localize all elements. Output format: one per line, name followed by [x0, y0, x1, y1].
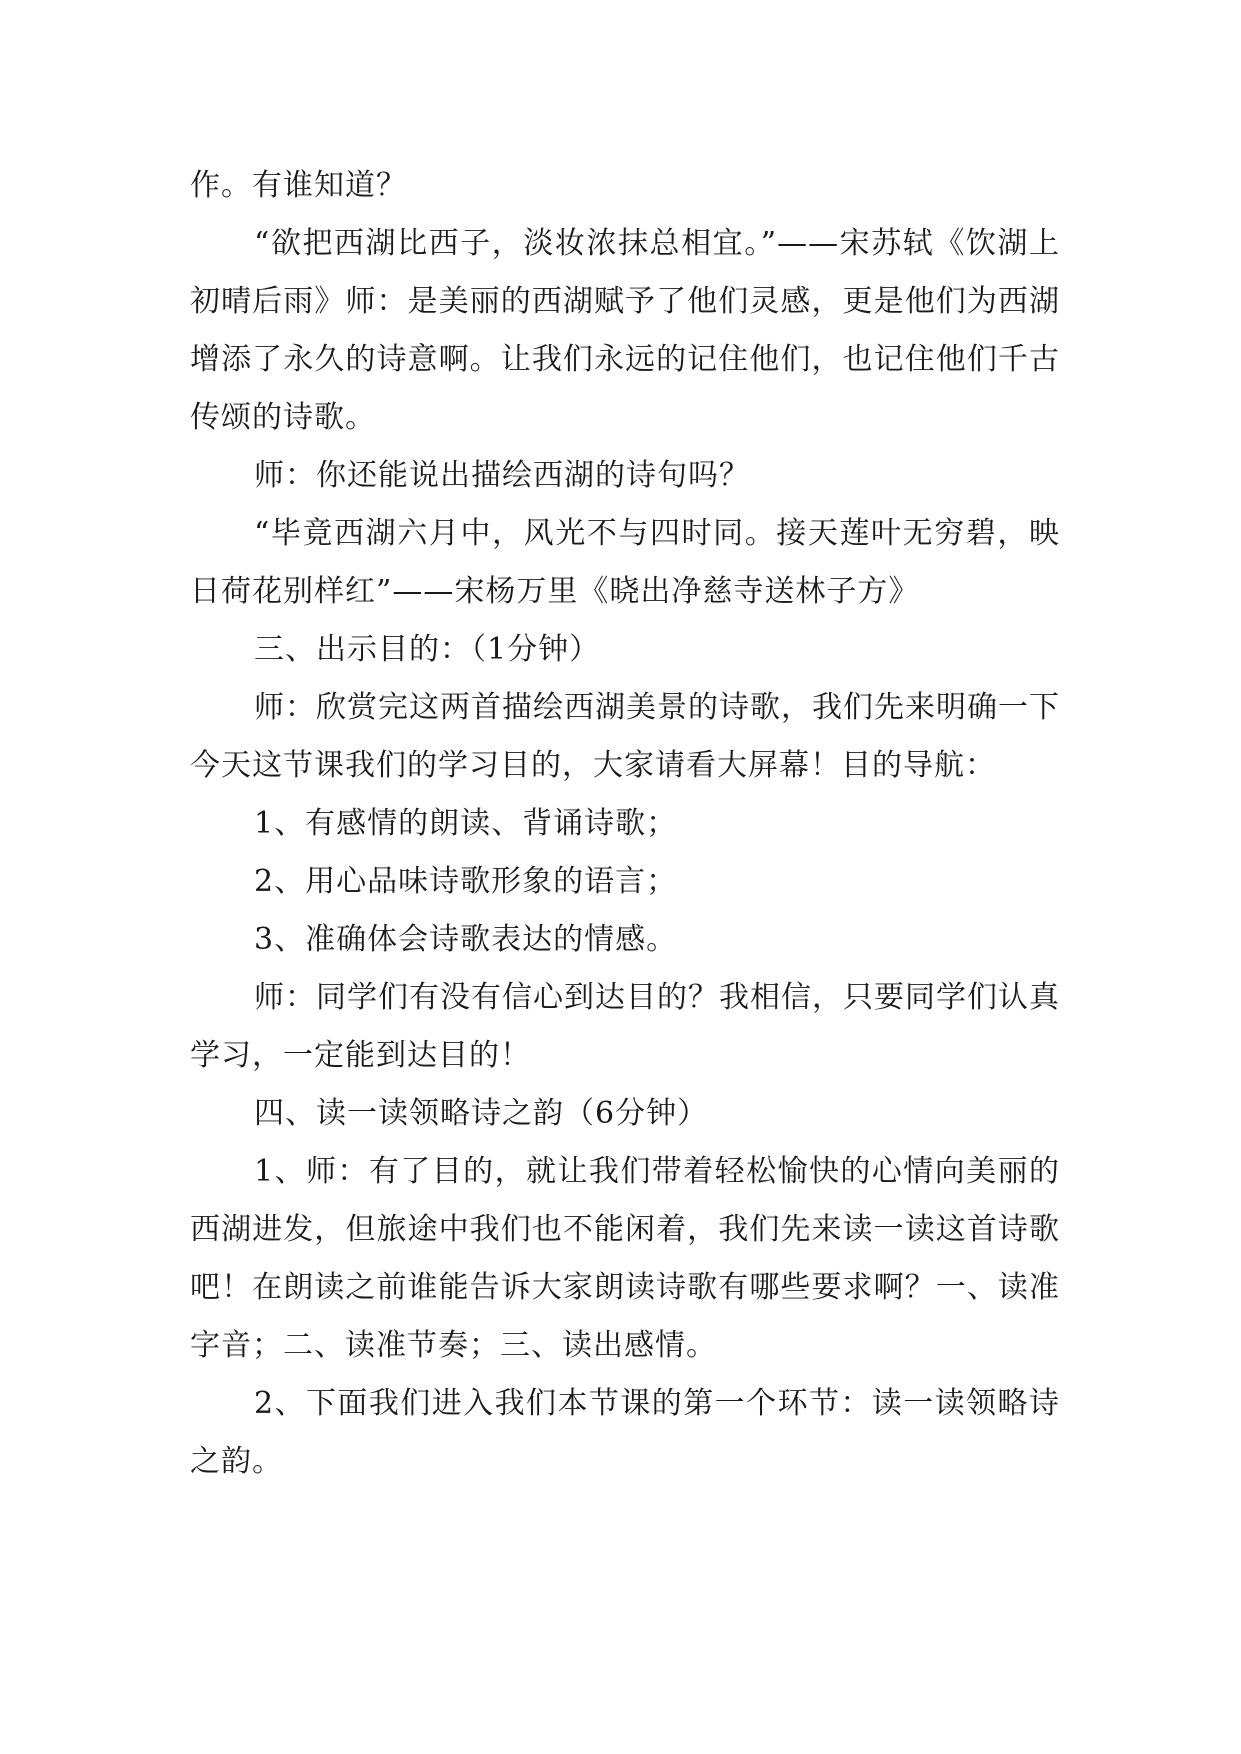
paragraph-su-shi-poem: “欲把西湖比西子，淡妆浓抹总相宜。”——宋苏轼《饮湖上初晴后雨》师：是美丽的西湖赋予了他们灵感，更是他们为西湖增添了永久的诗意啊。让我们永远的记住他们，也记住他们千古传颂的诗歌。	[190, 226, 1060, 435]
list-item-objective-3: 3、准确体会诗歌表达的情感。	[254, 922, 678, 957]
paragraph-teacher-question: 师：你还能说出描绘西湖的诗句吗？	[254, 458, 750, 493]
list-item-objective-2: 2、用心品味诗歌形象的语言；	[254, 864, 678, 899]
list-item-objective-1: 1、有感情的朗读、背诵诗歌；	[254, 806, 678, 841]
section-heading-objectives: 三、出示目的：（1分钟）	[254, 632, 601, 667]
document-body	[190, 157, 1060, 1491]
paragraph-reading-step-1: 1、师：有了目的，就让我们带着轻松愉快的心情向美丽的西湖进发，但旅途中我们也不能闲着，我们先来读一读这首诗歌吧！在朗读之前谁能告诉大家朗读诗歌有哪些要求啊？一、读准字音；二、读准节奏；三、读出感情。	[190, 1154, 1060, 1363]
paragraph-teacher-encouragement: 师：同学们有没有信心到达目的？我相信，只要同学们认真学习，一定能到达目的！	[190, 980, 1060, 1073]
paragraph-objectives-intro: 师：欣赏完这两首描绘西湖美景的诗歌，我们先来明确一下今天这节课我们的学习目的，大家请看大屏幕！目的导航：	[190, 690, 1060, 783]
paragraph-reading-step-2: 2、下面我们进入我们本节课的第一个环节：读一读领略诗之韵。	[190, 1386, 1060, 1479]
section-heading-reading: 四、读一读领略诗之韵（6分钟）	[254, 1096, 709, 1131]
paragraph-yang-wanli-poem: “毕竟西湖六月中，风光不与四时同。接天莲叶无穷碧，映日荷花别样红”——宋杨万里《晓出净慈寺送林子方》	[190, 516, 1060, 609]
paragraph-continuation: 作。有谁知道？	[190, 168, 407, 203]
